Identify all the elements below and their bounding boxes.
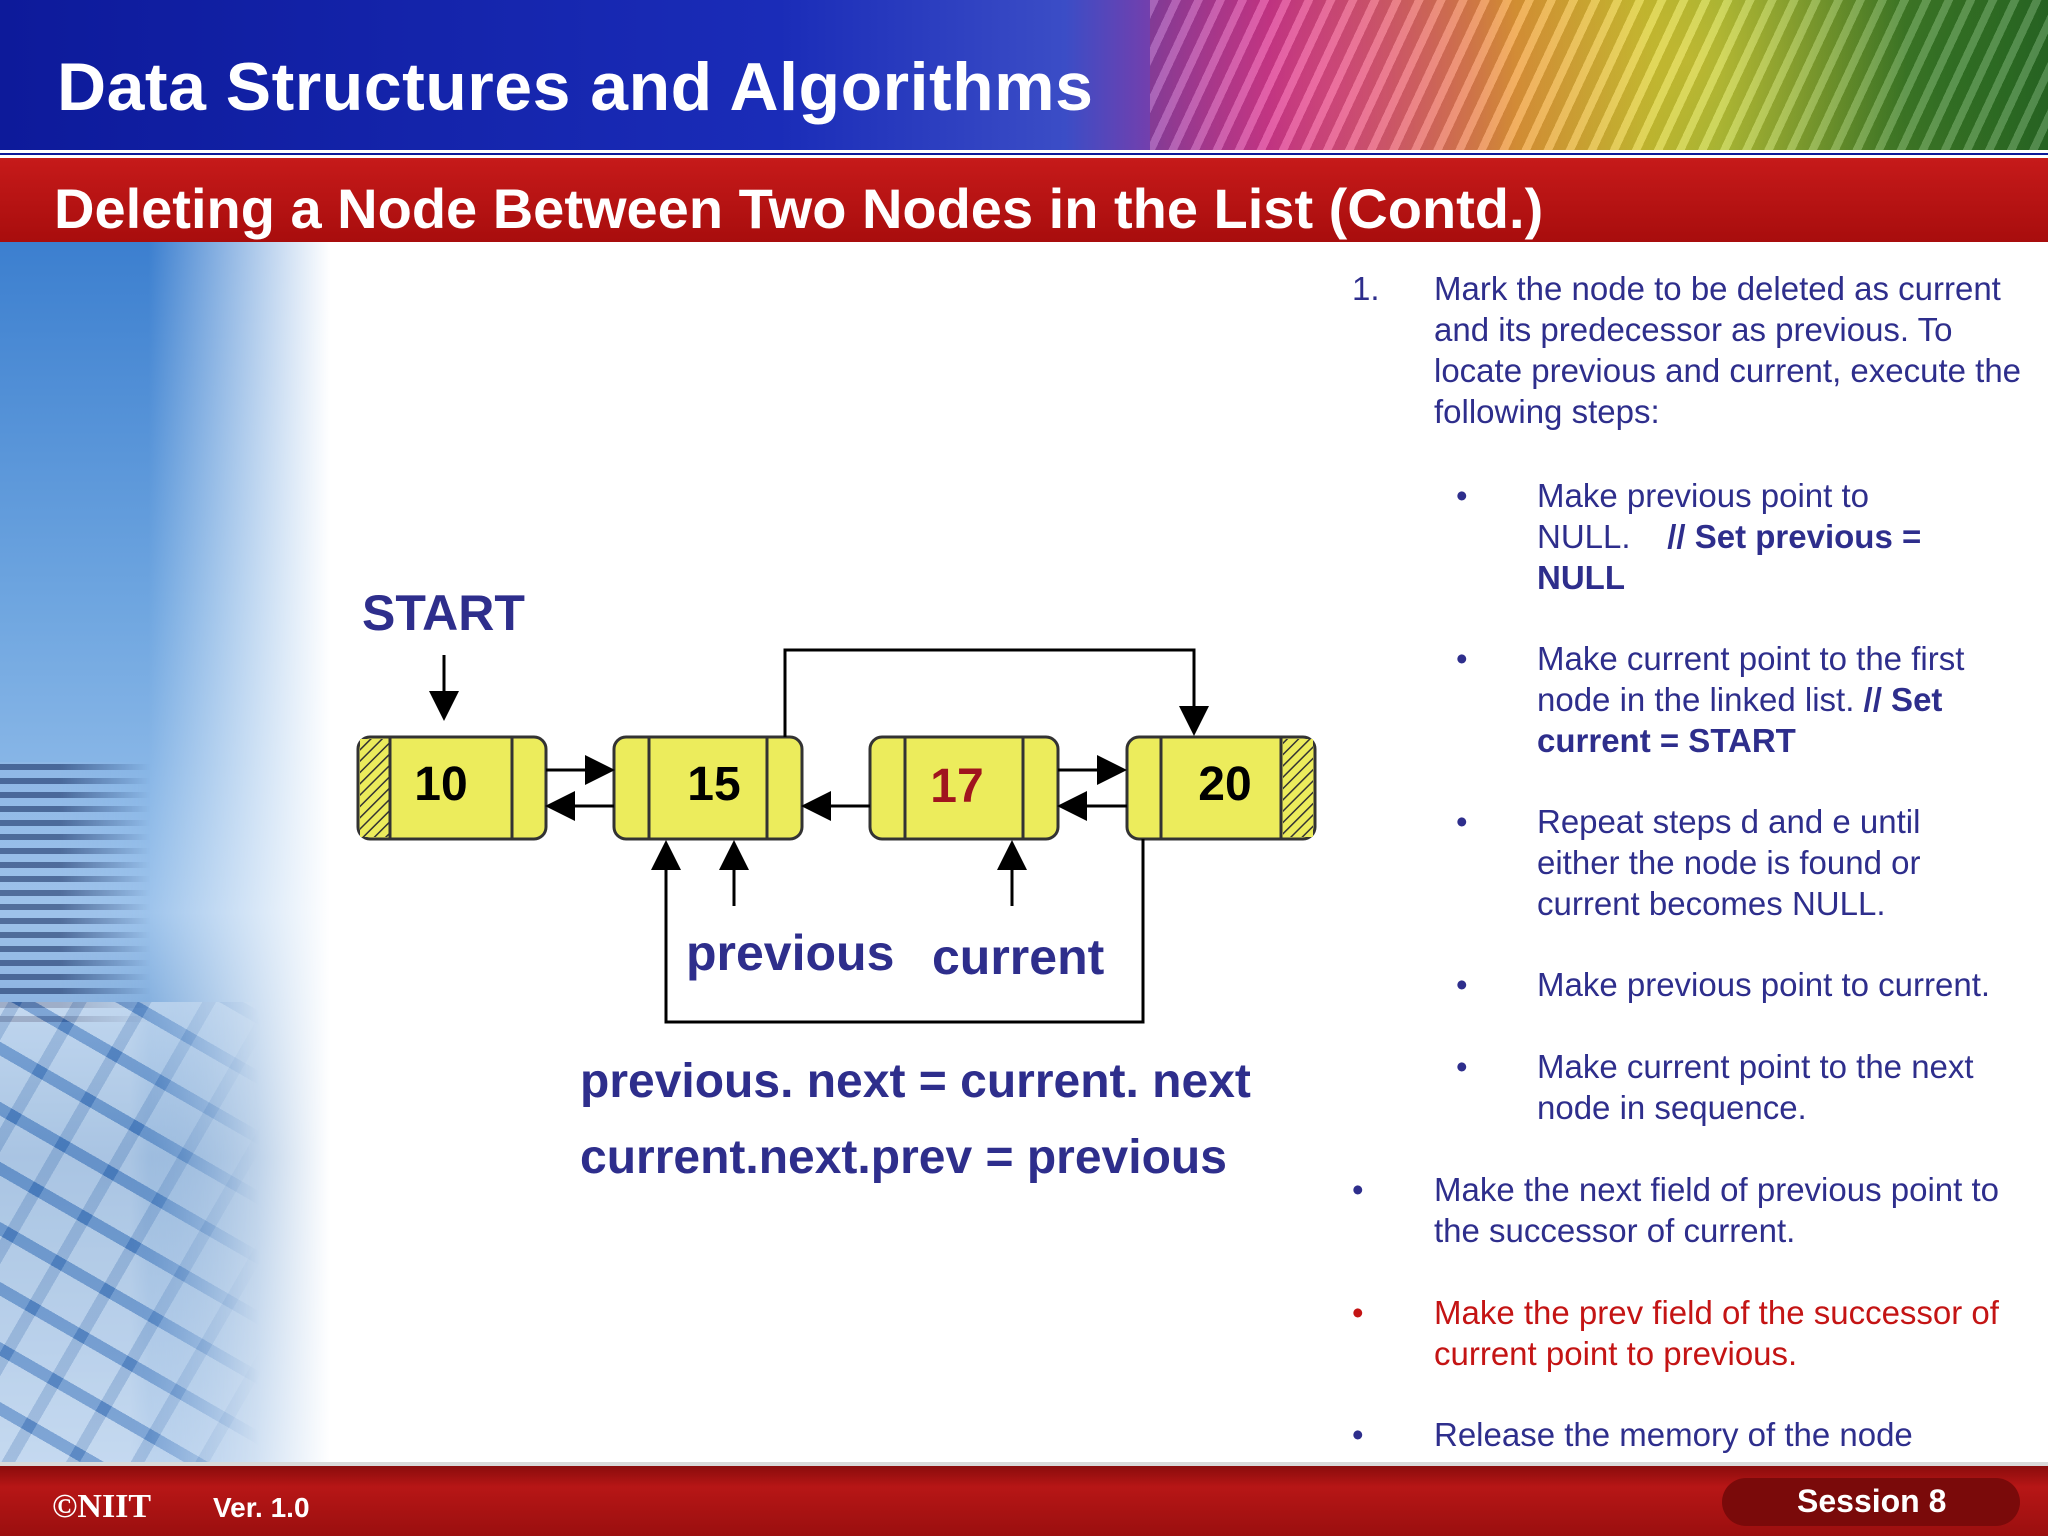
bullet: • <box>1456 1048 1468 1085</box>
bullet: • <box>1352 1416 1364 1453</box>
bullet: • <box>1456 640 1468 677</box>
substep-code: // Set previous = NULL <box>1537 518 1922 596</box>
bullet: • <box>1456 803 1468 840</box>
bullet: • <box>1456 477 1468 514</box>
version-label: Ver. 1.0 <box>213 1492 310 1523</box>
step-number: 1. <box>1352 270 1380 307</box>
course-title: Data Structures and Algorithms <box>57 49 1094 125</box>
session-label: Session 8 <box>1797 1483 1947 1519</box>
step-text: Make the prev field of the successor of current point to previous. <box>1434 1294 1999 1372</box>
substep-text: Make current point to the first node in the linked list. <box>1537 640 1965 718</box>
substep-text: Make current point to the next node in sequence. <box>1537 1048 1974 1126</box>
step-text: Mark the node to be deleted as current and its predecessor as previous. To locate previous and current, execute the following steps: <box>1434 270 2022 430</box>
step-text: Make the next field of previous point to the successor of current. <box>1434 1171 1999 1249</box>
bullet: • <box>1352 1294 1364 1331</box>
step-text: Release the memory of the node <box>1434 1416 1913 1453</box>
list-node <box>614 737 802 839</box>
list-node <box>358 737 546 839</box>
bypass-next-arrow <box>785 650 1194 737</box>
code-line-2: current.next.prev = previous <box>580 1131 1227 1184</box>
node-value-highlighted: 17 <box>930 760 984 813</box>
previous-label: previous <box>686 925 895 981</box>
current-label: current <box>932 929 1105 985</box>
slide-title: Deleting a Node Between Two Nodes in the List (Contd.) <box>54 177 1544 240</box>
node-value: 10 <box>414 758 468 811</box>
code-line-1: previous. next = current. next <box>580 1055 1251 1108</box>
bullet: • <box>1352 1171 1364 1208</box>
node-value: 20 <box>1198 758 1252 811</box>
start-label: START <box>362 585 525 641</box>
substep-code: // Set current = START <box>1537 681 1943 759</box>
niit-logo: ©NIIT <box>52 1488 152 1525</box>
list-node <box>1127 737 1315 839</box>
bullet: • <box>1456 966 1468 1003</box>
substep-text: Make previous point to current. <box>1537 966 1991 1003</box>
substep-text: Repeat steps d and e until either the node is found or current becomes NULL. <box>1537 803 1921 922</box>
node-value: 15 <box>687 758 741 811</box>
list-node-current <box>870 737 1058 839</box>
substep-text: Make previous point to NULL. <box>1537 477 1870 555</box>
